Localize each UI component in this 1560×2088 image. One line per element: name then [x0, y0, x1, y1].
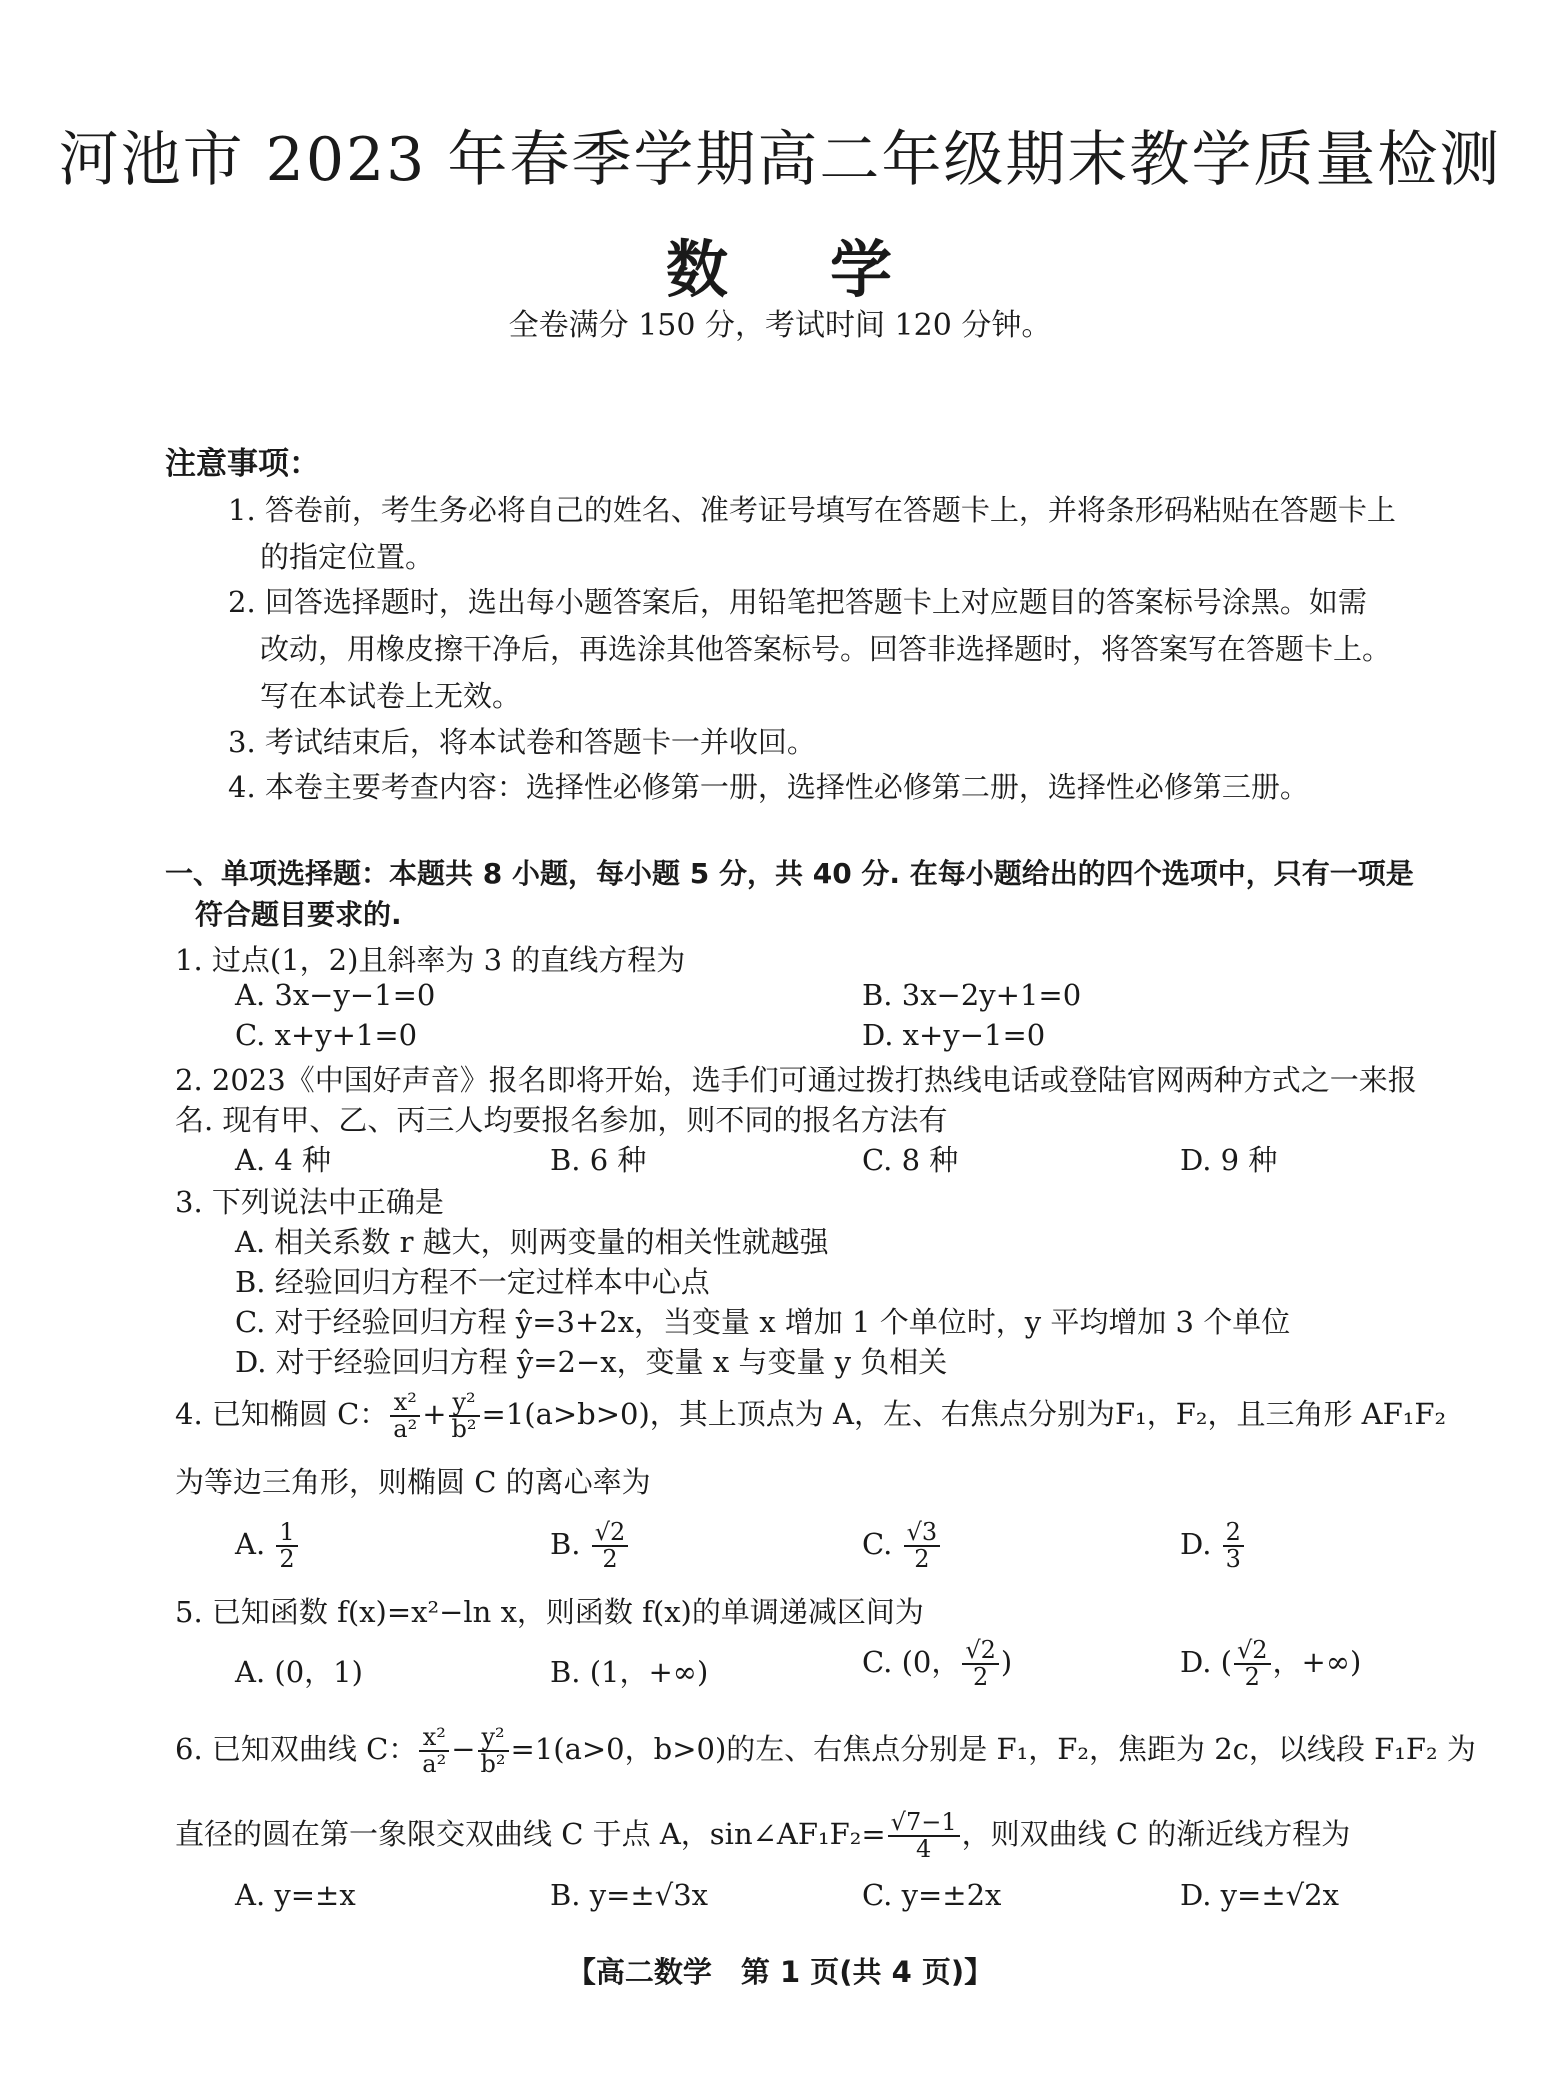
notice-item-1: 1. 答卷前，考生务必将自己的姓名、准考证号填写在答题卡上，并将条形码粘贴在答题卡上 [228, 493, 1396, 527]
q6-option-d: D. y=±√2x [1180, 1878, 1339, 1912]
q6-option-a: A. y=±x [235, 1878, 356, 1912]
q2-option-c: C. 8 种 [862, 1143, 959, 1177]
q4-option-c: C. $\frac{√3}{2}$ [862, 1520, 942, 1572]
q5-option-a: A. (0，1) [235, 1655, 363, 1689]
q6-option-c: C. y=±2x [862, 1878, 1002, 1912]
q2-stem: 2. 2023《中国好声音》报名即将开始，选手们可通过拨打热线电话或登陆官网两种方式之一来报 [175, 1063, 1417, 1097]
q1-option-d: D. x+y−1=0 [862, 1018, 1046, 1052]
exam-title: 河池市 2023 年春季学期高二年级期末教学质量检测 [58, 125, 1502, 195]
notice-item-2-cont: 改动，用橡皮擦干净后，再选涂其他答案标号。回答非选择题时，将答案写在答题卡上。 [260, 632, 1392, 666]
q3-stem: 3. 下列说法中正确是 [175, 1185, 444, 1219]
q5-option-c: C. (0， $\frac{√2}{2}$ ) [862, 1636, 1013, 1692]
q3-option-a: A. 相关系数 r 越大，则两变量的相关性就越强 [235, 1225, 829, 1259]
q2-stem-cont: 名. 现有甲、乙、丙三人均要报名参加，则不同的报名方法有 [175, 1103, 948, 1137]
notice-item-1-cont: 的指定位置。 [260, 540, 435, 574]
q2-option-d: D. 9 种 [1180, 1143, 1278, 1177]
score-note: 全卷满分 150 分，考试时间 120 分钟。 [508, 308, 1052, 343]
section1-heading: 一、单项选择题：本题共 8 小题，每小题 5 分，共 40 分. 在每小题给出的四个选项中，只有一项是 [165, 857, 1414, 890]
q6-option-b: B. y=±√3x [550, 1878, 709, 1912]
q1-stem: 1. 过点(1，2)且斜率为 3 的直线方程为 [175, 943, 686, 977]
q3-option-c: C. 对于经验回归方程 ŷ=3+2x，当变量 x 增加 1 个单位时，y 平均增加 3 个单位 [235, 1305, 1291, 1339]
q3-option-b: B. 经验回归方程不一定过样本中心点 [235, 1265, 710, 1299]
q6-stem: 6. 已知双曲线 C： $\frac{\text{x²}}{\text{a²}}$ − $\frac{\text{y²}}{\text{b²}}$ =1(a>0，b>0)的左、右焦点分别是 F₁，F₂，焦距为 2c，以线段 F₁F₂ 为 [175, 1723, 1476, 1779]
q6-stem-cont: 直径的圆在第一象限交双曲线 C 于点 A，sin∠AF₁F₂= $\frac{√7-1}{4}$ ，则双曲线 C 的渐近线方程为 [175, 1808, 1351, 1864]
q4-option-d: D. $\frac{2}{3}$ [1180, 1520, 1246, 1572]
subject-title: 数 学 [665, 233, 895, 306]
q1-option-b: B. 3x−2y+1=0 [862, 978, 1082, 1012]
q4-stem-cont: 为等边三角形，则椭圆 C 的离心率为 [175, 1465, 651, 1499]
q4-frac-x: $\frac{\text{x²}}{\text{a²}}$ [390, 1390, 420, 1442]
q2-option-a: A. 4 种 [235, 1143, 332, 1177]
notice-item-4: 4. 本卷主要考查内容：选择性必修第一册，选择性必修第二册，选择性必修第三册。 [228, 770, 1309, 804]
notice-item-3: 3. 考试结束后，将本试卷和答题卡一并收回。 [228, 725, 816, 759]
page-footer: 【高二数学 第 1 页(共 4 页)】 [566, 1955, 994, 1989]
notice-heading: 注意事项： [165, 446, 320, 482]
q1-option-c: C. x+y+1=0 [235, 1018, 418, 1052]
q2-option-b: B. 6 种 [550, 1143, 647, 1177]
notice-item-2-cont2: 写在本试卷上无效。 [260, 679, 522, 713]
q4-frac-y: $\frac{\text{y²}}{\text{b²}}$ [449, 1390, 480, 1442]
q3-option-d: D. 对于经验回归方程 ŷ=2−x，变量 x 与变量 y 负相关 [235, 1345, 948, 1379]
q5-option-d: D. ( $\frac{√2}{2}$ ，+∞) [1180, 1636, 1362, 1692]
q4-stem: 4. 已知椭圆 C： $\frac{\text{x²}}{\text{a²}}$ + $\frac{\text{y²}}{\text{b²}}$ =1(a>b>0)，其上顶点为 A，左、右焦点分别为F₁，F₂，且三角形 AF₁F₂ [175, 1388, 1447, 1444]
q4-option-b: B. $\frac{√2}{2}$ [550, 1520, 630, 1572]
q5-option-b: B. (1，+∞) [550, 1655, 709, 1689]
q6-frac-x: $\frac{\text{x²}}{\text{a²}}$ [419, 1725, 449, 1777]
section1-heading-cont: 符合题目要求的. [195, 898, 402, 931]
q6-frac-y: $\frac{\text{y²}}{\text{b²}}$ [478, 1725, 509, 1777]
q4-option-a: A. $\frac{1}{2}$ [235, 1520, 300, 1572]
q1-option-a: A. 3x−y−1=0 [235, 978, 436, 1012]
notice-item-2: 2. 回答选择题时，选出每小题答案后，用铅笔把答题卡上对应题目的答案标号涂黑。如需 [228, 585, 1367, 619]
q5-stem: 5. 已知函数 f(x)=x²−ln x，则函数 f(x)的单调递减区间为 [175, 1595, 924, 1629]
